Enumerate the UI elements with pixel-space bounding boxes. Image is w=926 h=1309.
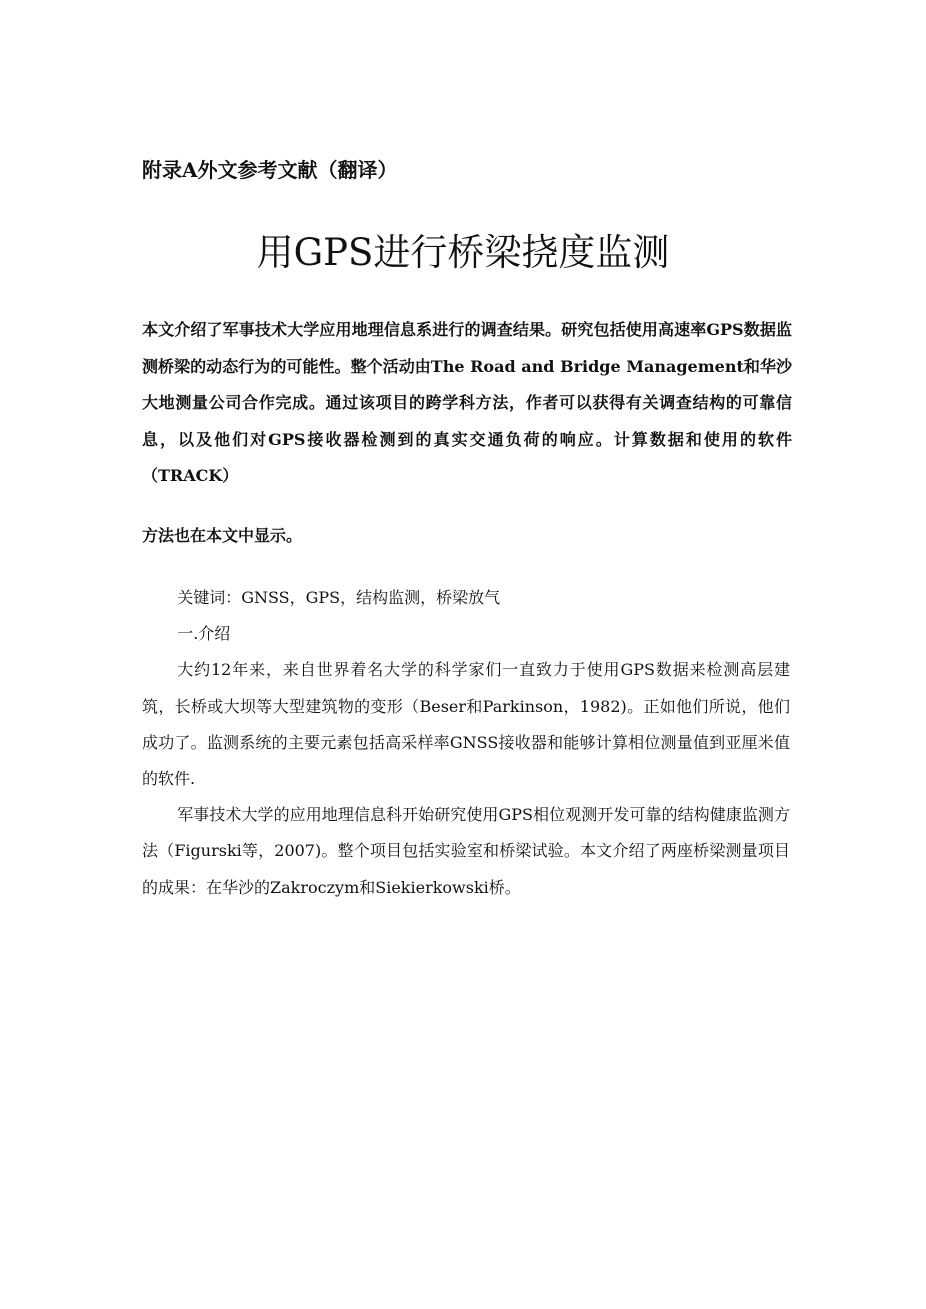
body-paragraph: 军事技术大学的应用地理信息科开始研究使用GPS相位观测开发可靠的结构健康监测方法（Figurski等，2007)。整个项目包括实验室和桥梁试验。本文介绍了两座桥梁测量项目的成果：在华沙的Zakroczym和Siekierkowski桥。	[142, 805, 790, 897]
section-heading: 一.介绍	[177, 624, 231, 644]
body-paragraph: 大约12年来，来自世界着名大学的科学家们一直致力于使用GPS数据来检测高层建筑，长桥或大坝等大型建筑物的变形（Beser和Parkinson，1982)。正如他们所说，他们成功了。监测系统的主要元素包括高采样率GNSS接收器和能够计算相位测量值到亚厘米值的软件.	[142, 660, 790, 789]
keywords-line: 关键词：GNSS，GPS，结构监测，桥梁放气	[177, 588, 501, 607]
body-section	[142, 580, 790, 906]
abstract-paragraph: 本文介绍了军事技术大学应用地理信息系进行的调查结果。研究包括使用高速率GPS数据监测桥梁的动态行为的可能性。整个活动由The Road and Bridge Management和华沙大地测量公司合作完成。通过该项目的跨学科方法，作者可以获得有关调查结构的可靠信息，以及他们对GPS接收器检测到的真实交通负荷的响应。计算数据和使用的软件（TRACK）	[142, 320, 792, 486]
abstract-tail-line: 方法也在本文中显示。	[142, 526, 303, 545]
appendix-heading: 附录A外文参考文献（翻译）	[142, 158, 398, 182]
document-title: 用GPS进行桥梁挠度监测	[256, 231, 670, 274]
